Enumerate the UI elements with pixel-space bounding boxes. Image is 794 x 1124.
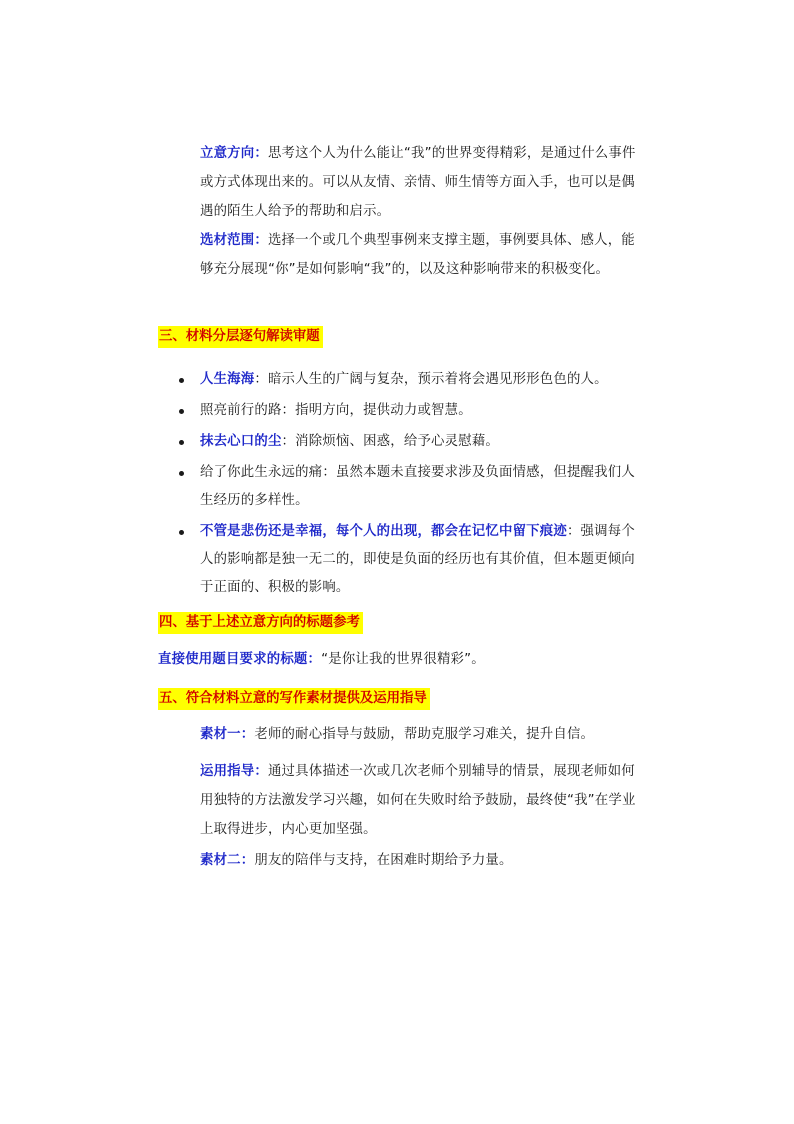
paragraph-title-reference [158, 645, 638, 674]
list-item [200, 459, 640, 515]
list-item-text: ：虽然本题未直接要求涉及负面情感，但提醒我们人生经历的多样性。 [200, 465, 635, 508]
paragraph-usage-guide [200, 757, 640, 844]
label-material-two: 素材二： [200, 853, 255, 868]
section-three-heading: 三、材料分层逐句解读审题 [158, 326, 323, 348]
paragraph-material-one [200, 720, 640, 749]
label-intent-direction: 立意方向： [200, 146, 268, 161]
bullet-icon [179, 440, 184, 445]
section-four-heading: 四、基于上述立意方向的标题参考 [158, 612, 363, 634]
list-item-text: ：消除烦恼、困惑，给予心灵慰藉。 [281, 434, 499, 449]
text-usage-guide: 通过具体描述一次或几次老师个别辅导的情景，展现老师如何用独特的方法激发学习兴趣，如何在失败时给予鼓励，最终使“我”在学业上取得进步，内心更加坚强。 [200, 764, 636, 837]
text-material-one: 老师的耐心指导与鼓励，帮助克服学习难关，提升自信。 [254, 727, 595, 742]
list-item-label: 人生海海 [200, 372, 255, 387]
text-material-two: 朋友的陪伴与支持，在困难时期给予力量。 [254, 853, 513, 868]
bullet-icon [179, 530, 184, 535]
paragraph-material-two [200, 846, 640, 875]
text-material-scope: 选择一个或几个典型事例来支撑主题，事例要具体、感人，能够充分展现“你”是如何影响“我”的，以及这种影响带来的积极变化。 [200, 233, 635, 277]
text-title-reference: “是你让我的世界很精彩”。 [321, 652, 485, 667]
list-item-text: ：指明方向，提供动力或智慧。 [281, 403, 472, 418]
paragraph-material-scope [200, 226, 640, 284]
list-item [200, 397, 640, 425]
section-five-heading: 五、符合材料立意的写作素材提供及运用指导 [158, 688, 430, 710]
list-item [200, 428, 640, 456]
list-item-plain-label: 照亮前行的路 [200, 403, 282, 418]
list-item-label: 抹去心口的尘 [200, 434, 282, 449]
text-intent-direction: 思考这个人为什么能让“我”的世界变得精彩，是通过什么事件或方式体现出来的。可以从友情、亲情、师生情等方面入手，也可以是偶遇的陌生人给予的帮助和启示。 [200, 146, 636, 219]
interpretation-list [200, 366, 640, 605]
section-three-heading-wrap [158, 325, 323, 348]
list-item [200, 366, 640, 394]
label-usage-guide: 运用指导： [200, 764, 268, 779]
list-item-label: 不管是悲伤还是幸福，每个人的出现，都会在记忆中留下痕迹 [200, 524, 567, 539]
label-title-reference: 直接使用题目要求的标题： [158, 652, 322, 667]
bullet-icon [179, 409, 184, 414]
list-item [200, 518, 640, 602]
section-five-heading-wrap [158, 687, 430, 710]
list-item-text: ：强调每个人的影响都是独一无二的，即使是负面的经历也有其价值，但本题更倾向于正面的、积极的影响。 [200, 524, 635, 595]
bullet-icon [179, 378, 184, 383]
section-four-heading-wrap [158, 611, 363, 634]
bullet-icon [179, 471, 184, 476]
list-item-plain-label: 给了你此生永远的痛 [200, 465, 323, 480]
label-material-one: 素材一： [200, 727, 255, 742]
paragraph-intent-direction [200, 139, 640, 226]
list-item-text: ：暗示人生的广阔与复杂，预示着将会遇见形形色色的人。 [254, 372, 608, 387]
label-material-scope: 选材范围： [200, 233, 268, 248]
